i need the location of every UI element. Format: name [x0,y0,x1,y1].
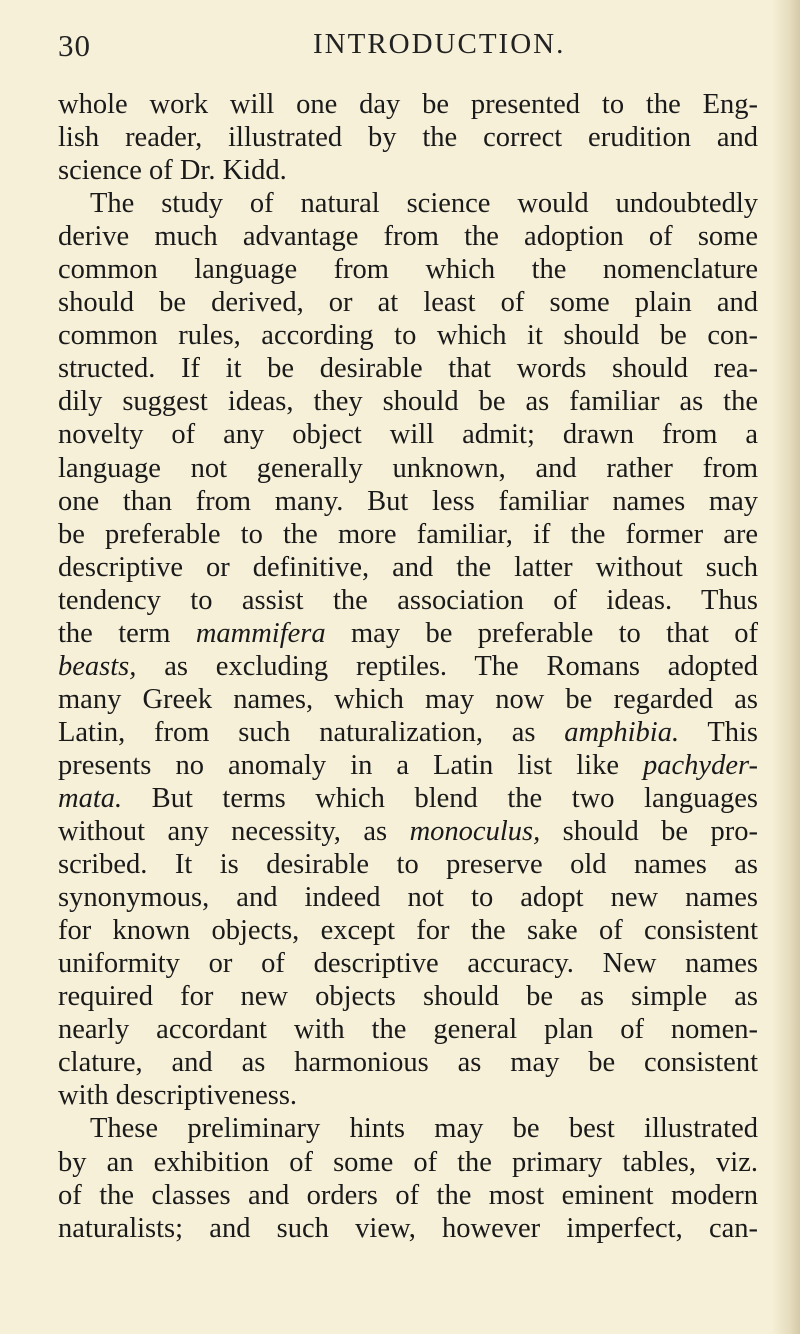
body-text [58,88,758,1245]
text-segment: the term [58,617,196,649]
text-segment: one than from many. But less familiar names may [58,485,758,517]
text-segment: The study of natural science would undoubtedly [90,188,758,220]
text-segment: for known objects, except for the sake of consistent [58,915,758,947]
italic-term: amphibia. [564,716,680,748]
text-segment: novelty of any object will admit; drawn from a [58,419,758,451]
text-line [58,716,758,749]
text-segment: required for new objects should be as simple as [58,981,758,1013]
text-line [58,1112,758,1145]
text-line [58,1046,758,1079]
text-segment: Latin, from such naturalization, as [58,716,565,748]
text-segment: common language from which the nomenclature [58,254,758,286]
running-head: INTRODUCTION. [313,28,566,60]
text-segment: of the classes and orders of the most eminent modern [58,1179,758,1211]
text-line [58,485,758,518]
text-line [58,881,758,914]
text-line [58,187,758,220]
text-line [58,980,758,1013]
text-segment: science of Dr. Kidd. [58,155,287,187]
text-segment: These preliminary hints may be best illustrated [90,1113,758,1145]
text-segment: naturalists; and such view, however imperfect, can- [58,1212,758,1244]
text-line [58,253,758,286]
text-line [58,683,758,716]
text-line [58,947,758,980]
text-segment: This [679,716,758,748]
text-segment: without any necessity, as [58,816,410,848]
text-line [58,914,758,947]
text-segment: uniformity or of descriptive accuracy. New names [58,948,758,980]
text-segment: many Greek names, which may now be regarded as [58,683,758,715]
text-line [58,418,758,451]
text-line [58,121,758,154]
text-line [58,815,758,848]
text-segment: with descriptiveness. [58,1080,298,1112]
text-line [58,220,758,253]
text-line [58,452,758,485]
text-line [58,352,758,385]
text-segment: nearly accordant with the general plan of nomen- [58,1014,758,1046]
text-segment: structed. If it be desirable that words should rea- [58,353,758,385]
text-line [58,782,758,815]
text-line [58,385,758,418]
text-segment: by an exhibition of some of the primary tables, viz. [58,1146,758,1178]
text-segment: dily suggest ideas, they should be as familiar as the [58,386,758,418]
text-line [58,319,758,352]
text-line [58,88,758,121]
text-segment: whole work will one day be presented to the Eng- [58,89,758,120]
text-segment: descriptive or definitive, and the latter without such [58,551,758,583]
text-line [58,584,758,617]
page-header [58,28,758,68]
text-segment: be preferable to the more familiar, if the former are [58,518,758,550]
text-line [58,1013,758,1046]
text-line [58,749,758,782]
text-segment: synonymous, and indeed not to adopt new names [58,882,758,914]
italic-term: mata. [58,782,123,814]
text-segment: lish reader, illustrated by the correct erudition and [58,122,758,154]
italic-term: beasts, [58,650,137,682]
text-line [58,154,758,187]
italic-term: mammifera [195,617,326,649]
text-line [58,1146,758,1179]
text-segment: as excluding reptiles. The Romans adopted [136,650,758,682]
text-segment: should be pro- [540,816,759,848]
text-segment: should be derived, or at least of some plain and [58,287,758,319]
text-line [58,1212,758,1245]
text-line [58,650,758,683]
text-line [58,617,758,650]
text-segment: scribed. It is desirable to preserve old names as [58,849,758,881]
text-segment: language not generally unknown, and rather from [58,452,758,484]
text-line [58,1179,758,1212]
text-segment: common rules, according to which it should be con- [58,320,758,352]
text-line [58,551,758,584]
text-line [58,1079,758,1112]
text-segment: presents no anomaly in a Latin list like [58,749,644,781]
text-line [58,286,758,319]
text-segment: clature, and as harmonious as may be consistent [58,1047,758,1079]
text-line [58,518,758,551]
page-number: 30 [58,28,91,63]
text-segment: tendency to assist the association of ideas. Thus [58,584,758,616]
text-segment: may be preferable to that of [325,617,759,649]
italic-term: pachyder- [643,749,758,781]
text-segment: derive much advantage from the adoption of some [58,221,758,253]
italic-term: monoculus, [409,816,541,848]
text-segment: But terms which blend the two languages [122,782,758,814]
text-line [58,848,758,881]
